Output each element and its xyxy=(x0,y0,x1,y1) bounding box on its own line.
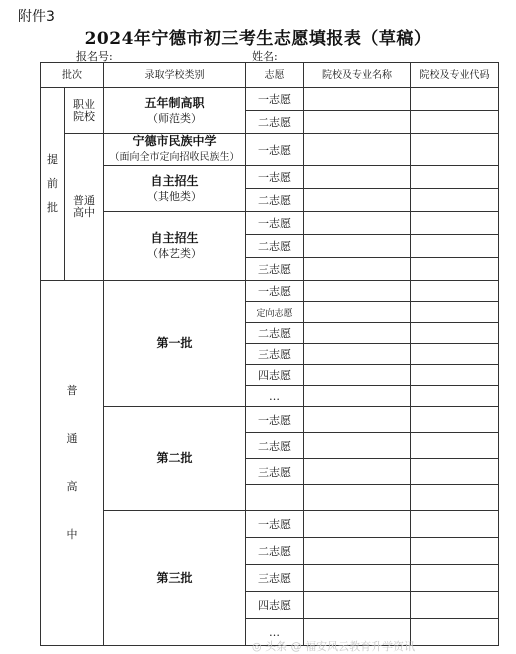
category-batch-3: 第三批 xyxy=(104,511,246,646)
school-name-cell[interactable] xyxy=(304,235,411,258)
table-row xyxy=(41,166,499,189)
school-code-cell[interactable] xyxy=(411,433,499,459)
choice-label: 一志愿 xyxy=(246,134,304,166)
table-row xyxy=(41,212,499,235)
header-category: 录取学校类别 xyxy=(104,63,246,88)
vocational-school-label: 职业 院校 xyxy=(65,88,104,134)
choice-label: 三志愿 xyxy=(246,459,304,485)
school-code-cell[interactable] xyxy=(411,134,499,166)
school-name-cell[interactable] xyxy=(304,538,411,565)
choice-label: 一志愿 xyxy=(246,407,304,433)
table-row xyxy=(41,88,499,111)
school-code-cell[interactable] xyxy=(411,323,499,344)
school-name-cell[interactable] xyxy=(304,565,411,592)
choice-label: 四志愿 xyxy=(246,365,304,386)
choice-label: 四志愿 xyxy=(246,592,304,619)
school-code-cell[interactable] xyxy=(411,302,499,323)
category-self-enrollment-other: 自主招生 （其他类） xyxy=(104,166,246,212)
school-name-cell[interactable] xyxy=(304,407,411,433)
annex-label: 附件3 xyxy=(18,9,55,25)
school-code-cell[interactable] xyxy=(411,592,499,619)
header-choice: 志愿 xyxy=(246,63,304,88)
choice-label: 二志愿 xyxy=(246,433,304,459)
school-name-cell[interactable] xyxy=(304,433,411,459)
school-code-cell[interactable] xyxy=(411,407,499,433)
table-row xyxy=(41,511,499,538)
choice-label: 一志愿 xyxy=(246,166,304,189)
category-batch-1: 第一批 xyxy=(104,281,246,407)
school-code-cell[interactable] xyxy=(411,166,499,189)
regular-high-school-label: 普通 高中 xyxy=(65,134,104,281)
school-name-cell[interactable] xyxy=(304,258,411,281)
category-batch-2: 第二批 xyxy=(104,407,246,511)
school-name-cell[interactable] xyxy=(304,111,411,134)
school-name-cell[interactable] xyxy=(304,189,411,212)
choice-label: 一志愿 xyxy=(246,281,304,302)
school-code-cell[interactable] xyxy=(411,258,499,281)
school-code-cell[interactable] xyxy=(411,619,499,646)
school-name-cell[interactable] xyxy=(304,88,411,111)
choice-label: 一志愿 xyxy=(246,511,304,538)
choice-label: 一志愿 xyxy=(246,88,304,111)
school-name-cell[interactable] xyxy=(304,302,411,323)
school-name-cell[interactable] xyxy=(304,166,411,189)
school-name-cell[interactable] xyxy=(304,134,411,166)
school-code-cell[interactable] xyxy=(411,386,499,407)
choice-label: … xyxy=(246,619,304,646)
watermark-text: ◎ 头条 @ 福安风云教育升学资讯 xyxy=(252,640,416,653)
school-name-cell[interactable] xyxy=(304,212,411,235)
header-row xyxy=(41,63,499,88)
school-code-cell[interactable] xyxy=(411,459,499,485)
form-title: 2024年宁德市初三考生志愿填报表（草稿） xyxy=(84,29,432,49)
school-name-cell[interactable] xyxy=(304,511,411,538)
school-name-cell[interactable] xyxy=(304,485,411,511)
choice-label: 二志愿 xyxy=(246,235,304,258)
school-code-cell[interactable] xyxy=(411,281,499,302)
school-code-cell[interactable] xyxy=(411,511,499,538)
header-school-name: 院校及专业名称 xyxy=(304,63,411,88)
school-code-cell[interactable] xyxy=(411,235,499,258)
registration-number-label: 报名号: xyxy=(76,50,113,63)
school-code-cell[interactable] xyxy=(411,212,499,235)
header-school-code: 院校及专业代码 xyxy=(411,63,499,88)
category-self-enrollment-art: 自主招生 （体艺类） xyxy=(104,212,246,281)
table-row xyxy=(41,407,499,433)
regular-batch-label: 普 通 高 中 xyxy=(41,281,104,646)
choice-label: 三志愿 xyxy=(246,565,304,592)
school-code-cell[interactable] xyxy=(411,88,499,111)
school-code-cell[interactable] xyxy=(411,538,499,565)
choice-label: 二志愿 xyxy=(246,323,304,344)
student-name-label: 姓名: xyxy=(252,50,278,63)
category-five-year: 五年制高职 （师范类） xyxy=(104,88,246,134)
school-code-cell[interactable] xyxy=(411,365,499,386)
header-batch: 批次 xyxy=(41,63,104,88)
category-minzu-school: 宁德市民族中学 （面向全市定向招收民族生） xyxy=(104,134,246,166)
choice-label: 一志愿 xyxy=(246,212,304,235)
choice-label: 三志愿 xyxy=(246,344,304,365)
early-batch-label: 提 前 批 xyxy=(41,88,65,281)
choice-label: … xyxy=(246,386,304,407)
choice-label: 二志愿 xyxy=(246,538,304,565)
school-name-cell[interactable] xyxy=(304,365,411,386)
table-row xyxy=(41,134,499,166)
school-code-cell[interactable] xyxy=(411,565,499,592)
choice-label xyxy=(246,485,304,511)
school-code-cell[interactable] xyxy=(411,111,499,134)
school-code-cell[interactable] xyxy=(411,485,499,511)
choice-label: 二志愿 xyxy=(246,111,304,134)
table-row xyxy=(41,281,499,302)
choice-label: 定向志愿 xyxy=(246,302,304,323)
choice-label: 二志愿 xyxy=(246,189,304,212)
choice-label: 三志愿 xyxy=(246,258,304,281)
school-name-cell[interactable] xyxy=(304,344,411,365)
school-name-cell[interactable] xyxy=(304,281,411,302)
school-name-cell[interactable] xyxy=(304,386,411,407)
application-table xyxy=(40,62,499,646)
school-name-cell[interactable] xyxy=(304,459,411,485)
school-name-cell[interactable] xyxy=(304,323,411,344)
school-code-cell[interactable] xyxy=(411,344,499,365)
school-name-cell[interactable] xyxy=(304,592,411,619)
school-code-cell[interactable] xyxy=(411,189,499,212)
